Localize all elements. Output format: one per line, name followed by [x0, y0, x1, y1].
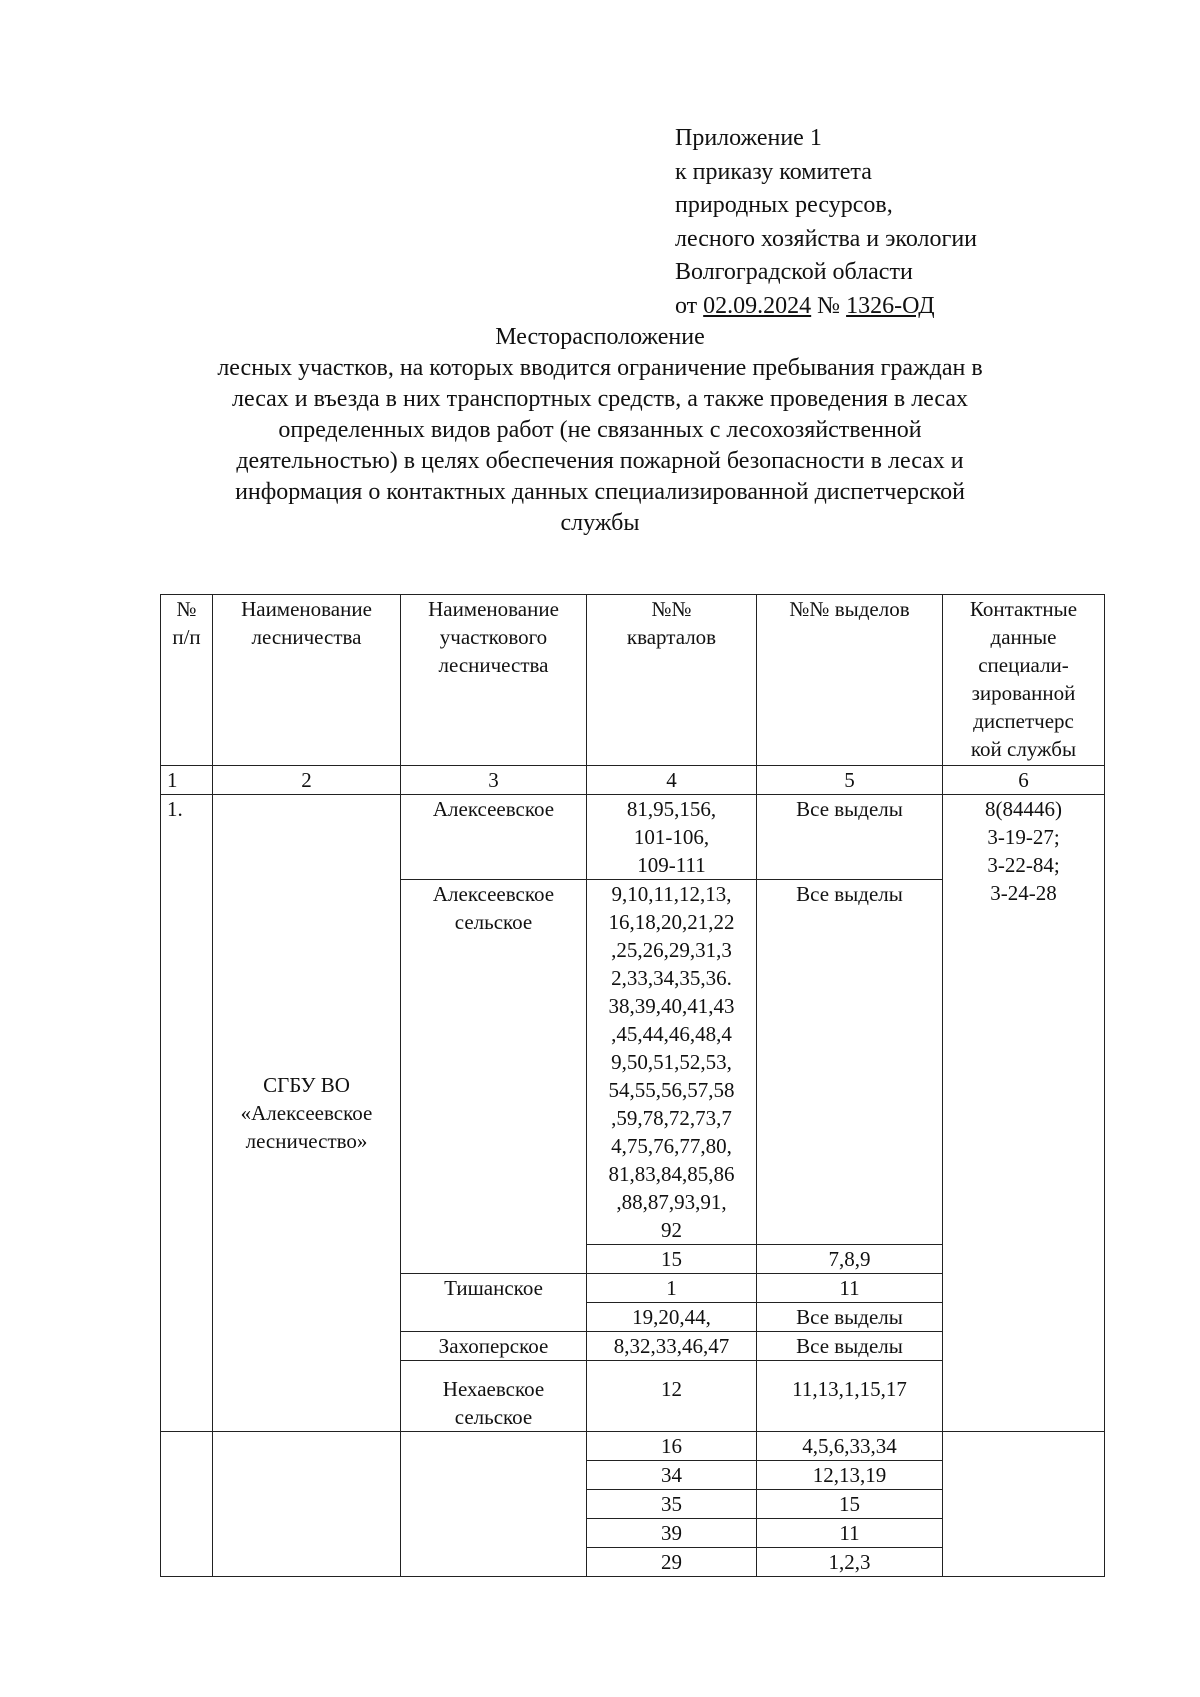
appendix-header [675, 122, 977, 323]
sections-cell: Все выделы [757, 1332, 943, 1361]
quarters-cell: 19,20,44, [587, 1303, 757, 1332]
sections-cell: Все выделы [757, 795, 943, 880]
appendix-date-line [675, 290, 977, 324]
table-row [161, 1432, 1105, 1461]
district-name: Захоперское [401, 1332, 587, 1361]
sections-cell: 4,5,6,33,34 [757, 1432, 943, 1461]
sections-cell: 11,13,1,15,17 [757, 1361, 943, 1432]
appendix-line-1: Приложение 1 [675, 125, 822, 151]
sections-cell: 7,8,9 [757, 1245, 943, 1274]
quarters-cell: 8,32,33,46,47 [587, 1332, 757, 1361]
header-col-quarters: №№ кварталов [587, 595, 757, 766]
quarters-cell: 39 [587, 1519, 757, 1548]
header-col-sections: №№ выделов [757, 595, 943, 766]
col-number-3: 3 [401, 766, 587, 795]
empty-cell [161, 1432, 213, 1577]
column-numbers-row [161, 766, 1105, 795]
col-number-5: 5 [757, 766, 943, 795]
col-number-1: 1 [161, 766, 213, 795]
quarters-cell: 34 [587, 1461, 757, 1490]
quarters-cell: 12 [587, 1361, 757, 1432]
sections-cell: 15 [757, 1490, 943, 1519]
appendix-line-4: лесного хозяйства и экологии [675, 225, 978, 252]
district-name: Нехаевское сельское [401, 1361, 587, 1432]
date-prefix: от [675, 292, 704, 319]
title-line-5: деятельностью) в целях обеспечения пожарной безопасности в лесах и [236, 448, 964, 474]
forest-areas-table [160, 594, 1105, 1577]
quarters-cell: 9,10,11,12,13, 16,18,20,21,22 ,25,26,29,31,3 2,33,34,35,36. 38,39,40,41,43 ,45,44,46,48,4 9,50,51,52,53, 54,55,56,57,58 ,59,78,72,73,7 4,75,76,77,80, 81,83,84,85,86 ,88,87,93,91, 92 [587, 880, 757, 1245]
title-line-1: Месторасположение [495, 324, 705, 350]
empty-cell [213, 1432, 401, 1577]
quarters-cell: 16 [587, 1432, 757, 1461]
header-col-contacts: Контактные данные специали- зированной диспетчерс кой службы [943, 595, 1105, 766]
order-date: 02.09.2024 [703, 292, 812, 319]
quarters-cell: 81,95,156, 101-106, 109-111 [587, 795, 757, 880]
table-header-row [161, 595, 1105, 766]
quarters-cell: 15 [587, 1245, 757, 1274]
row-number: 1. [161, 795, 213, 1432]
col-number-4: 4 [587, 766, 757, 795]
sections-cell: Все выделы [757, 1303, 943, 1332]
header-col-district: Наименование участкового лесничества [401, 595, 587, 766]
title-line-2: лесных участков, на которых вводится ограничение пребывания граждан в [217, 355, 983, 381]
document-title [120, 322, 1080, 539]
district-name: Тишанское [401, 1274, 587, 1332]
number-prefix: № [811, 292, 847, 319]
forestry-name: СГБУ ВО «Алексеевское лесничество» [213, 795, 401, 1432]
title-line-3: лесах и въезда в них транспортных средств, а также проведения в лесах [231, 386, 969, 412]
empty-cell [401, 1432, 587, 1577]
header-col-number: № п/п [161, 595, 213, 766]
order-number: 1326-ОД [846, 292, 935, 319]
sections-cell: Все выделы [757, 880, 943, 1245]
title-line-6: информация о контактных данных специализированной диспетчерской [235, 479, 965, 505]
table-row [161, 795, 1105, 880]
appendix-line-2: к приказу комитета [675, 158, 872, 185]
title-line-4: определенных видов работ (не связанных с лесохозяйственной [278, 417, 922, 443]
appendix-line-3: природных ресурсов, [675, 192, 893, 218]
sections-cell: 12,13,19 [757, 1461, 943, 1490]
header-col-forestry: Наименование лесничества [213, 595, 401, 766]
district-name: Алексеевское [401, 795, 587, 880]
quarters-cell: 35 [587, 1490, 757, 1519]
sections-cell: 11 [757, 1519, 943, 1548]
district-name: Алексеевское сельское [401, 880, 587, 1274]
sections-cell: 1,2,3 [757, 1548, 943, 1577]
col-number-6: 6 [943, 766, 1105, 795]
empty-cell [943, 1432, 1105, 1577]
appendix-line-5: Волгоградской области [675, 259, 913, 285]
quarters-cell: 29 [587, 1548, 757, 1577]
col-number-2: 2 [213, 766, 401, 795]
sections-cell: 11 [757, 1274, 943, 1303]
contacts-cell: 8(84446) 3-19-27; 3-22-84; 3-24-28 [943, 795, 1105, 1432]
quarters-cell: 1 [587, 1274, 757, 1303]
title-line-7: службы [560, 510, 640, 536]
